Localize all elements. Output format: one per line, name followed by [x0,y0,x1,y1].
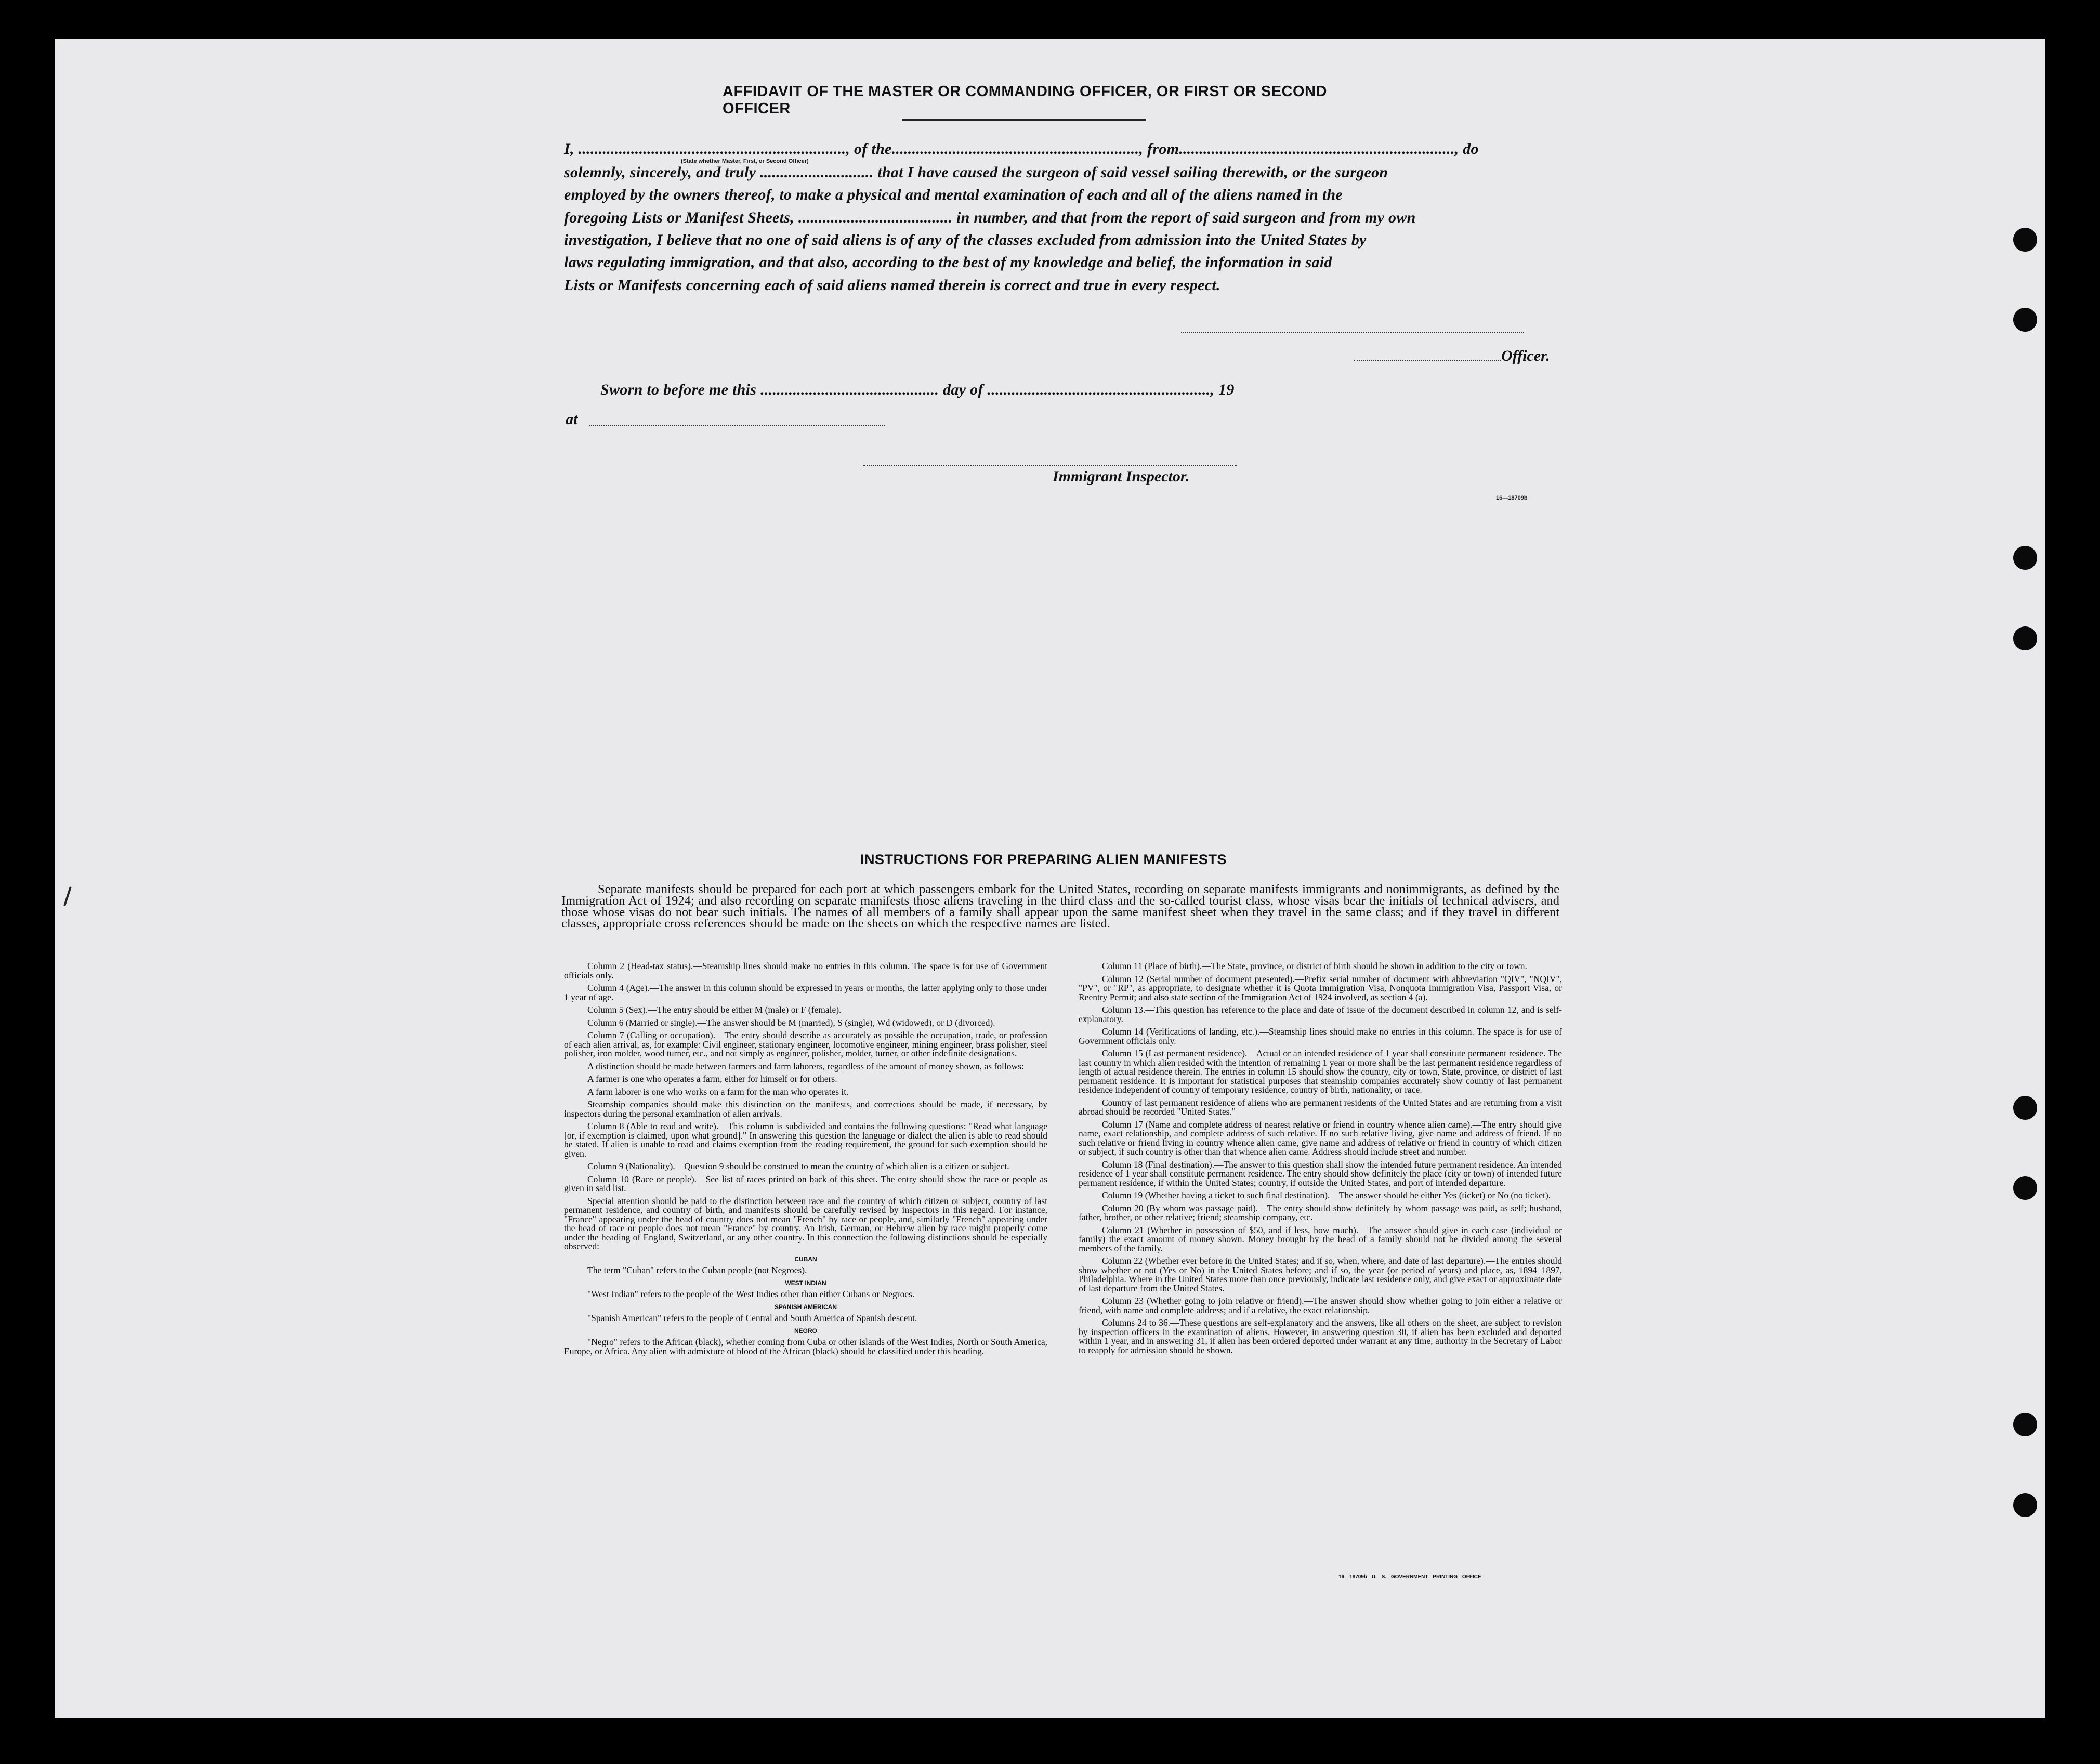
affidavit-line-3: employed by the owners thereof, to make a physical and mental examination of each and all of the aliens named in the [564,186,1343,203]
instruction-paragraph: Column 17 (Name and complete address of nearest relative or friend in country whence alien came).—The entry should give name, exact relationship, and complete address of such relative. If no such relative living, give name and address of friend. If no such relative or friend living in country whence alien came, give name and address of relative or friend in country of which citizen or subject, if such country is other than that whence alien came. Address should include street and number. [1079,1119,1562,1157]
instruction-paragraph: Column 7 (Calling or occupation).—The entry should describe as accurately as possible the occupation, trade, or profession of each alien arrival, as, for example: Civil engineer, stationary engineer, locomotive engineer, mining engineer, brass polisher, steel polisher, iron molder, wood turner, etc., and not simply as engineer, polisher, molder, turner, or other indefinite designations. [564,1030,1047,1059]
instructions-intro: Separate manifests should be prepared for each port at which passengers embark for the United States, recording on separate manifests immigrants and nonimmigrants, as defined by the Immigration Act of 1924; and also recording on separate manifests those aliens traveling in the third class and the so-called tourist class, whose visas bear the initials of technical advisers, and those whose visas do not bear such initials. The names of all members of a family shall appear upon the same manifest sheet when they travel in the same class; and if they travel in different classes, appropriate cross references should be made on the sheets on which the respective names are listed. [561,882,1559,931]
binder-hole [2013,1413,2037,1436]
instructions-title: INSTRUCTIONS FOR PREPARING ALIEN MANIFESTS [860,852,1227,867]
instruction-paragraph: Column 12 (Serial number of document presented).—Prefix serial number of document with abbreviation "QIV", "NQIV", "PV", or "RP", as appropriate, to designate whether it is Quota Immigration Visa, Nonquota Immigration Visa, Passport Visa, or Reentry Permit; and also state section of the Immigration Act of 1924 involved, as section 4 (a). [1079,973,1562,1002]
sworn-line: Sworn to before me this ............................................ day of ......................................................., 19 [600,381,1235,398]
instruction-paragraph: Column 9 (Nationality).—Question 9 should be construed to mean the country of which alien is a citizen or subject. [587,1161,1009,1171]
instructions-right-column [1079,962,1562,1358]
place-line [589,425,885,426]
instruction-paragraph: "West Indian" refers to the people of the West Indies other than either Cubans or Negroes. [587,1289,915,1299]
binder-hole [2013,1176,2037,1200]
affidavit-line-6: laws regulating immigration, and that also, according to the best of my knowledge and belief, the information in said [564,254,1332,271]
instruction-paragraph: Column 19 (Whether having a ticket to such final destination).—The answer should be either Yes (ticket) or No (no ticket). [1102,1190,1551,1200]
instruction-paragraph: Column 6 (Married or single).—The answer should be M (married), S (single), Wd (widowed), or D (divorced). [587,1017,995,1028]
affidavit-line-7: Lists or Manifests concerning each of said aliens named therein is correct and true in every respect. [564,277,1220,294]
instruction-paragraph: A farm laborer is one who works on a farm for the man who operates it. [587,1086,849,1097]
instruction-paragraph: Column 20 (By whom was passage paid).—The entry should show definitely by whom passage was paid, as self; husband, father, brother, or other relative; friend; steamship company, etc. [1079,1203,1562,1222]
instruction-paragraph: Column 21 (Whether in possession of $50, and if less, how much).—The answer should give in each case (individual or family) the exact amount of money shown. Money brought by the head of a family should not be divided among the several members of the family. [1079,1224,1562,1253]
binder-hole [2013,626,2037,650]
signature-line [1181,332,1524,333]
binder-hole [2013,308,2037,332]
binder-hole [2013,1096,2037,1120]
affidavit-line-2: solemnly, sincerely, and truly ............................ that I have caused the surgeon of said vessel sailing therewith, or the surgeon [564,164,1388,181]
affidavit-title: AFFIDAVIT OF THE MASTER OR COMMANDING OFFICER, OR FIRST OR SECOND OFFICER [723,83,1327,117]
section-heading-cuban: CUBAN [794,1255,817,1263]
title-rule [902,119,1146,121]
officer-rank-note: (State whether Master, First, or Second Officer) [681,158,809,164]
instruction-paragraph: Column 4 (Age).—The answer in this column should be expressed in years or months, the latter applying only to those under 1 year of age. [564,983,1047,1002]
footer-imprint [1338,1574,1481,1580]
officer-signature-line [1354,360,1501,361]
instruction-paragraph: Column 10 (Race or people).—See list of races printed on back of this sheet. The entry should show the race or people as given in said list. [564,1173,1047,1193]
instruction-paragraph: Column 23 (Whether going to join relative or friend).—The answer should show whether going to join either a relative or friend, with name and complete address; and if a relative, the exact relationship. [1079,1296,1562,1315]
instruction-paragraph: A distinction should be made between farmers and farm laborers, regardless of the amount of money shown, as follows: [587,1061,1024,1072]
instruction-paragraph: A farmer is one who operates a farm, either for himself or for others. [587,1074,837,1084]
instruction-paragraph: Country of last permanent residence of aliens who are permanent residents of the United States and are returning from a visit abroad should be recorded "United States." [1079,1097,1562,1117]
instruction-paragraph: Column 5 (Sex).—The entry should be either M (male) or F (female). [587,1004,842,1015]
binder-hole [2013,1493,2037,1517]
instruction-paragraph: Column 11 (Place of birth).—The State, province, or district of birth should be shown in addition to the city or town. [1102,961,1527,971]
instruction-paragraph: Column 22 (Whether ever before in the United States; and if so, when, where, and date of last departure).—The entries should show whether or not (Yes or No) in the United States before; and if so, the year (or period of years) and place, as, 1894–1897, Philadelphia. Where in the United States more than once previously, indicate last residence only, and give exact or approximate date of last departure from the United States. [1079,1256,1562,1293]
inspector-signature-line [863,465,1237,466]
instruction-paragraph: The term "Cuban" refers to the Cuban people (not Negroes). [587,1265,807,1275]
instruction-paragraph: "Spanish American" refers to the people of Central and South America of Spanish descent. [587,1313,917,1323]
instruction-paragraph: "Negro" refers to the African (black), whether coming from Cuba or other islands of the West Indies, North or South America, Europe, or Africa. Any alien with admixture of blood of the African (black) should be classified under this heading. [564,1337,1047,1356]
affidavit-line-4: foregoing Lists or Manifest Sheets, ...................................... in number, and that from the report of said surgeon and from my own [564,209,1416,226]
instructions-left-column [564,962,1047,1360]
instruction-paragraph: Column 2 (Head-tax status).—Steamship lines should make no entries in this column. The space is for use of Government officials only. [564,961,1047,981]
affidavit-line-1: I, .................................................................., of the............................................................., from...................................................................., do [564,140,1479,158]
instruction-paragraph: Column 15 (Last permanent residence).—Actual or an intended residence of 1 year shall constitute permanent residence. The last country in which alien resided with the intention of remaining 1 year or more shall be the last permanent residence regardless of length of actual residence therein. The entries in column 15 should show the country, city or town, State, province, or district of last permanent residence. It is important for statistical purposes that steamship companies accurately show country of last permanent residence independent of country of temporary residence, country of birth, nationality, or race. [1079,1048,1562,1095]
instruction-paragraph: Column 18 (Final destination).—The answer to this question shall show the intended future permanent residence. An intended residence of 1 year shall constitute permanent residence. The entry should show definitely the place (city or town) of intended future permanent residence, if within the United States; country, if outside the United States, and port of intended departure. [1079,1159,1562,1188]
instruction-paragraph: Column 13.—This question has reference to the place and date of issue of the document described in column 12, and is self-explanatory. [1079,1004,1562,1024]
binder-hole [2013,546,2037,570]
at-label: at [566,411,578,428]
section-heading-spanish-american: SPANISH AMERICAN [774,1303,837,1311]
footer-printer: U. S. GOVERNMENT PRINTING OFFICE [1371,1574,1481,1580]
section-heading-negro: NEGRO [794,1327,817,1335]
form-number: 16—18709b [1496,495,1528,501]
officer-label: Officer. [1501,347,1550,364]
footer-form-number: 16—18709b [1338,1574,1368,1580]
binder-hole [2013,228,2037,252]
instruction-paragraph: Column 8 (Able to read and write).—This column is subdivided and contains the following questions: "Read what language [or, if exemption is claimed, upon what ground]." In answering this question the language or dialect the alien is able to read should be stated. If alien is unable to read and claims exemption from the reading requirement, the ground for such exemption should be given. [564,1121,1047,1159]
instruction-paragraph: Steamship companies should make this distinction on the manifests, and corrections should be made, if necessary, by inspectors during the personal examination of alien arrivals. [564,1099,1047,1119]
instruction-paragraph: Column 14 (Verifications of landing, etc.).—Steamship lines should make no entries in this column. The space is for use of Government officials only. [1079,1026,1562,1046]
instruction-paragraph: Columns 24 to 36.—These questions are self-explanatory and the answers, like all others on the sheet, are subject to revision by inspection officers in the examination of aliens. However, in answering question 30, if alien has been excluded and deported within 1 year, and in answering 31, if alien has been ordered deported under warrant at any time, authority in the Secretary of Labor to reapply for admission should be shown. [1079,1317,1562,1355]
instruction-paragraph: Special attention should be paid to the distinction between race and the country of which citizen or subject, country of last permanent residence, and country of birth, and manifests should be carefully revised by inspectors in this regard. For instance, "France" appearing under the head of country does not mean "French" by race or people, and, similarly "French" appearing under the head of race or people does not mean "France" by country. An Irish, German, or Hebrew alien by race might properly come under the heading of England, Switzerland, or any other country. In this connection the following distinctions should be especially observed: [564,1195,1047,1251]
affidavit-line-5: investigation, I believe that no one of said aliens is of any of the classes excluded from admission into the United States by [564,231,1367,249]
section-heading-west-indian: WEST INDIAN [785,1279,826,1287]
inspector-label: Immigrant Inspector. [1053,468,1190,485]
